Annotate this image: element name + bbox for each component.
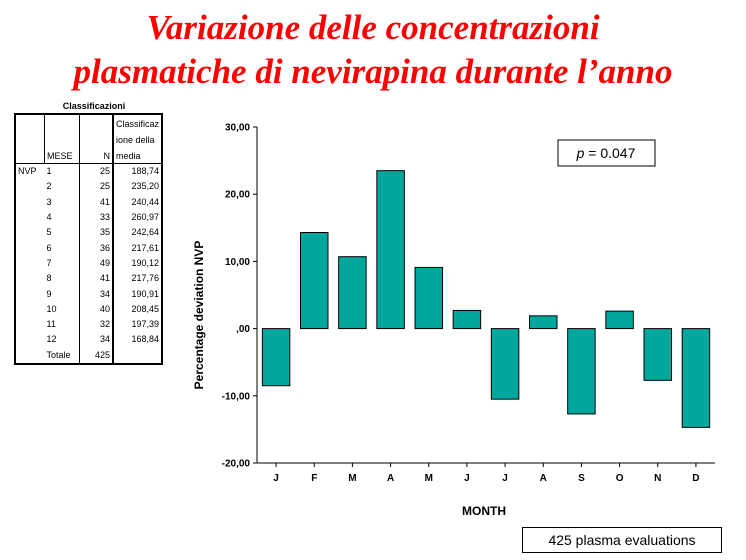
- row-n: 49: [80, 256, 114, 271]
- row-mese: 6: [46, 242, 52, 253]
- footnote-box: 425 plasma evaluations: [522, 527, 722, 553]
- x-tick-label: J: [273, 473, 279, 484]
- table-header-row: [15, 114, 162, 131]
- x-tick-label: F: [311, 473, 318, 484]
- row-value: 188,74: [113, 164, 162, 180]
- header-n: [80, 114, 114, 131]
- p-value-text: = 0.047: [584, 145, 636, 161]
- row-mese: 10: [46, 303, 57, 314]
- row-mese: 8: [46, 273, 52, 284]
- row-n: 33: [80, 210, 114, 225]
- table-row: [15, 302, 162, 317]
- row-mese: 1: [46, 166, 52, 177]
- y-axis-title: Percentage deviation NVP: [192, 240, 206, 390]
- header-mese: [45, 131, 80, 147]
- x-tick-label: J: [464, 473, 470, 484]
- x-axis-title: MONTH: [462, 504, 506, 518]
- row-value: 240,44: [113, 195, 162, 210]
- row-group-label: [15, 179, 45, 194]
- table-row: [15, 179, 162, 194]
- table-row: [15, 240, 162, 255]
- title-line-1: Variazione delle concentrazioni: [146, 8, 600, 47]
- row-n: 25: [80, 164, 114, 180]
- row-value: 190,91: [113, 286, 162, 301]
- x-tick-label: J: [502, 473, 508, 484]
- p-symbol: p: [576, 145, 585, 161]
- x-tick-label: A: [386, 473, 395, 484]
- row-n: 41: [80, 195, 114, 210]
- row-n: 36: [80, 240, 114, 255]
- row-value: 242,64: [113, 225, 162, 240]
- y-tick-label: 30,00: [224, 122, 250, 134]
- row-group-label: NVP: [15, 164, 45, 180]
- bar: [415, 267, 442, 328]
- x-tick-label: D: [692, 473, 700, 484]
- row-mese: 7: [46, 257, 52, 268]
- total-n: 425: [80, 348, 114, 364]
- row-group-label: [15, 317, 45, 332]
- bar: [301, 233, 328, 329]
- row-group-label: [15, 286, 45, 301]
- y-tick-label: ,00: [236, 324, 250, 336]
- x-tick-label: M: [424, 473, 433, 484]
- header-blank-cell: [15, 131, 45, 147]
- row-mese: 9: [46, 288, 52, 299]
- row-group-label: [15, 332, 45, 347]
- table-row: [15, 271, 162, 286]
- table-row: [15, 195, 162, 210]
- row-group-label: [15, 271, 45, 286]
- header-mese: MESE: [45, 147, 80, 164]
- y-tick-label: -10,00: [221, 391, 250, 403]
- bar: [262, 329, 289, 386]
- row-n: 35: [80, 225, 114, 240]
- y-tick-label: 20,00: [224, 189, 250, 201]
- x-tick-label: M: [348, 473, 357, 484]
- x-tick-label: O: [615, 473, 624, 484]
- bar: [453, 310, 480, 328]
- total-label: Totale: [45, 348, 80, 364]
- table-row: [15, 164, 162, 180]
- row-group-label: [15, 210, 45, 225]
- table-caption: Classificazioni: [62, 101, 126, 111]
- row-group-label: [15, 195, 45, 210]
- row-group-label: [15, 225, 45, 240]
- slide-title: [0, 6, 746, 94]
- row-mese: 11: [46, 319, 56, 330]
- bar: [682, 329, 709, 428]
- row-mese: 5: [46, 227, 52, 238]
- bar: [339, 257, 366, 329]
- row-value: 260,97: [113, 210, 162, 225]
- header-blank-cell: [15, 114, 45, 131]
- header-n: [80, 131, 114, 147]
- total-blank-cell: [15, 348, 45, 364]
- p-value-annotation: [576, 145, 636, 161]
- row-group-label: [15, 256, 45, 271]
- row-n: 34: [80, 332, 114, 347]
- y-tick-label: -20,00: [221, 458, 250, 470]
- row-mese: 4: [46, 212, 52, 223]
- row-value: 168,84: [113, 332, 162, 347]
- row-value: 208,45: [113, 302, 162, 317]
- total-value-blank: [113, 348, 162, 364]
- bar-chart: [185, 112, 735, 532]
- table-row: [15, 332, 162, 347]
- table-row: [15, 225, 162, 240]
- row-group-label: [15, 240, 45, 255]
- row-n: 40: [80, 302, 114, 317]
- table-header-row: [15, 131, 162, 147]
- table-row: [15, 286, 162, 301]
- header-classificazione: ione della: [113, 131, 162, 147]
- x-tick-label: A: [539, 473, 547, 484]
- row-n: 34: [80, 286, 114, 301]
- row-value: 217,76: [113, 271, 162, 286]
- title-line-2: plasmatiche di nevirapina durante l’anno: [73, 52, 673, 91]
- row-mese: 12: [46, 334, 57, 345]
- header-n: N: [80, 147, 114, 164]
- row-value: 190,12: [113, 256, 162, 271]
- row-mese: 3: [46, 196, 52, 207]
- table-header-row: [15, 147, 162, 164]
- classification-table: [14, 113, 163, 365]
- row-n: 32: [80, 317, 114, 332]
- bar: [568, 329, 595, 414]
- header-blank-cell: [15, 147, 45, 164]
- table-row: [15, 317, 162, 332]
- row-mese: 2: [46, 181, 52, 192]
- header-mese: [45, 114, 80, 131]
- x-tick-label: N: [654, 473, 662, 484]
- table-row: [15, 210, 162, 225]
- row-n: 25: [80, 179, 114, 194]
- bar: [644, 329, 671, 381]
- header-classificazione: Classificaz: [113, 114, 162, 131]
- bar: [606, 311, 633, 328]
- table-total-row: [15, 348, 162, 364]
- x-tick-label: S: [578, 473, 585, 484]
- row-group-label: [15, 302, 45, 317]
- bar: [491, 329, 518, 400]
- row-value: 197,39: [113, 317, 162, 332]
- table-row: [15, 256, 162, 271]
- y-tick-label: 10,00: [224, 256, 250, 268]
- row-value: 235,20: [113, 179, 162, 194]
- header-classificazione: media: [113, 147, 162, 164]
- bar: [530, 316, 557, 329]
- row-n: 41: [80, 271, 114, 286]
- row-value: 217,61: [113, 240, 162, 255]
- bar: [377, 171, 404, 329]
